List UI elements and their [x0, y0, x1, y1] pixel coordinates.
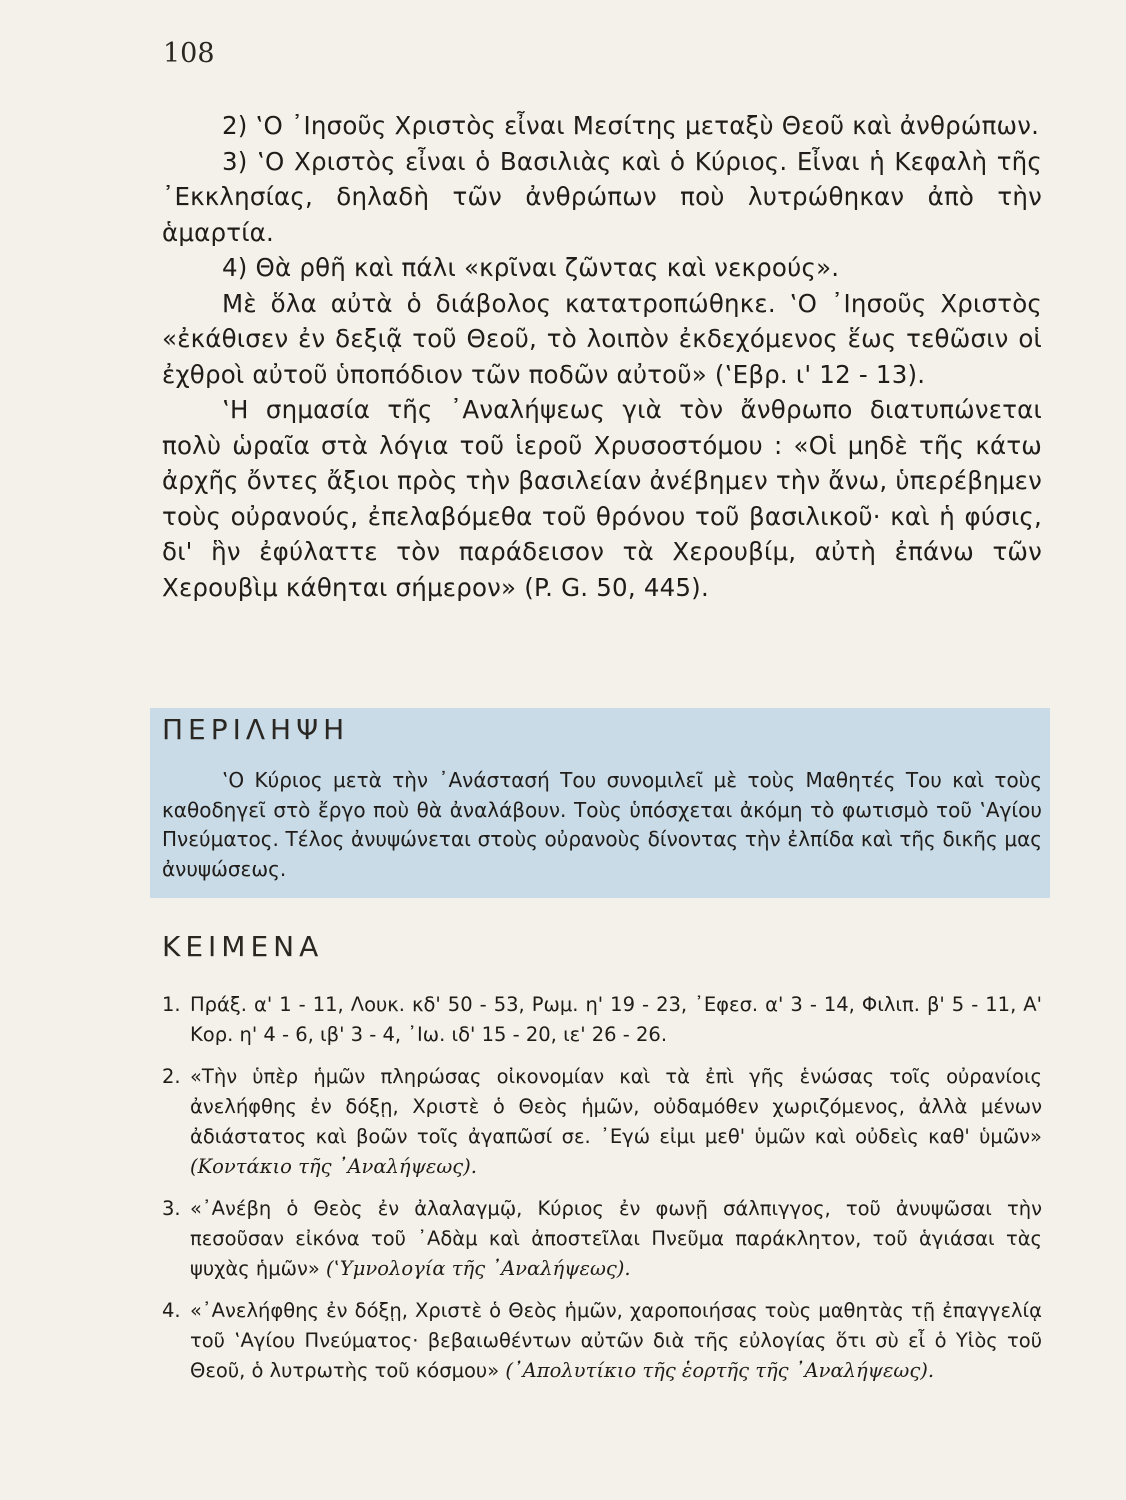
- main-text: [162, 108, 1042, 605]
- list-item: [162, 1296, 1042, 1386]
- list-item: [162, 1194, 1042, 1284]
- item-number: 3.: [162, 1197, 181, 1220]
- paragraph: 2) ‛Ο ᾿Ιησοῦς Χριστὸς εἶναι Μεσίτης μεταξὺ Θεοῦ καὶ ἀνθρώπων.: [222, 111, 1040, 140]
- item-text: «᾿Ανέβη ὁ Θεὸς ἐν ἀλαλαγμῷ, Κύριος ἐν φωνῇ σάλπιγγος, τοῦ ἀνυψῶσαι τὴν πεσοῦσαν εἰκόνα τοῦ ᾿Αδὰμ καὶ ἀποστεῖλαι Πνεῦμα παράκλητον, τοῦ ἁγιάσαι τὰς ψυχὰς ἡμῶν»: [190, 1197, 1042, 1280]
- list-item: [162, 1062, 1042, 1182]
- paragraph: 3) ‛Ο Χριστὸς εἶναι ὁ Βασιλιὰς καὶ ὁ Κύριος. Εἶναι ἡ Κεφαλὴ τῆς ᾿Εκκλησίας, δηλαδὴ τῶν ἀνθρώπων ποὺ λυτρώθηκαν ἀπὸ τὴν ἁμαρτία.: [162, 146, 1042, 247]
- item-source: (᾿Απολυτίκιο τῆς ἑορτῆς τῆς ᾿Αναλήψεως).: [505, 1359, 935, 1382]
- item-number: 1.: [162, 993, 181, 1016]
- summary-paragraph: ‛Ο Κύριος μετὰ τὴν ᾿Ανάστασή Του συνομιλεῖ μὲ τοὺς Μαθητές Του καὶ τοὺς καθοδηγεῖ στὸ ἔργο ποὺ θὰ ἀναλάβουν. Τοὺς ὑπόσχεται ἀκόμη τὸ φωτισμὸ τοῦ ‛Αγίου Πνεύματος. Τέλος ἀνυψώνεται στοὺς οὐρανοὺς δίνοντας τὴν ἐλπίδα καὶ τῆς δικῆς μας ἀνυψώσεως.: [162, 768, 1042, 881]
- item-text: Πράξ. α' 1 - 11, Λουκ. κδ' 50 - 53, Ρωμ. η' 19 - 23, ᾿Εφεσ. α' 3 - 14, Φιλιπ. β' 5 - 11, Α' Κορ. η' 4 - 6, ιβ' 3 - 4, ᾿Ιω. ιδ' 15 - 20, ιε' 26 - 26.: [190, 993, 1042, 1046]
- item-source: (‛Υμνολογία τῆς ᾿Αναλήψεως).: [326, 1257, 631, 1280]
- summary-heading: ΠΕΡΙΛΗΨΗ: [162, 713, 350, 746]
- item-text: «Τὴν ὑπὲρ ἡμῶν πληρώσας οἰκονομίαν καὶ τὰ ἐπὶ γῆς ἑνώσας τοῖς οὐρανίοις ἀνελήφθης ἐν δόξῃ, Χριστὲ ὁ Θεὸς ἡμῶν, οὐδαμόθεν χωριζόμενος, ἀλλὰ μένων ἀδιάστατος καὶ βοῶν τοῖς ἀγαπῶσί σε. ᾿Εγώ εἰμι μεθ' ὑμῶν καὶ οὐδεὶς καθ' ὑμῶν»: [190, 1065, 1042, 1148]
- item-source: (Κοντάκιο τῆς ᾿Αναλήψεως).: [190, 1155, 477, 1178]
- paragraph: Μὲ ὅλα αὐτὰ ὁ διάβολος κατατροπώθηκε. ‛Ο ᾿Ιησοῦς Χριστὸς «ἐκάθισεν ἐν δεξιᾷ τοῦ Θεοῦ, τὸ λοιπὸν ἐκδεχόμενος ἕως τεθῶσιν οἱ ἐχθροὶ αὐτοῦ ὑποπόδιον τῶν ποδῶν αὐτοῦ» (‛Εβρ. ι' 12 - 13).: [162, 288, 1042, 389]
- paragraph: ‛Η σημασία τῆς ᾿Αναλήψεως γιὰ τὸν ἄνθρωπο διατυπώνεται πολὺ ὡραῖα στὰ λόγια τοῦ ἱεροῦ Χρυσοστόμου : «Οἱ μηδὲ τῆς κάτω ἀρχῆς ὄντες ἄξιοι πρὸς τὴν βασιλείαν ἀνέβημεν τὴν ἄνω, ὑπερέβημεν τοὺς οὐρανούς, ἐπελαβόμεθα τοῦ θρόνου τοῦ βασιλικοῦ· καὶ ἡ φύσις, δι' ἣν ἐφύλαττε τὸν παράδεισον τὰ Χερουβίμ, αὐτὴ ἐπάνω τῶν Χερουβὶμ κάθηται σήμερον» (P. G. 50, 445).: [162, 395, 1042, 602]
- list-item: [162, 990, 1042, 1050]
- summary-body: [162, 766, 1042, 884]
- texts-heading: ΚΕΙΜΕΝΑ: [162, 930, 324, 963]
- paragraph: 4) Θὰ ρθῆ καὶ πάλι «κρῖναι ζῶντας καὶ νεκρούς».: [222, 253, 840, 282]
- item-number: 4.: [162, 1299, 181, 1322]
- page-number: 108: [163, 38, 215, 69]
- item-number: 2.: [162, 1065, 181, 1088]
- item-text: «᾿Ανελήφθης ἐν δόξῃ, Χριστὲ ὁ Θεὸς ἡμῶν, χαροποιήσας τοὺς μαθητὰς τῇ ἐπαγγελίᾳ τοῦ ‛Αγίου Πνεύματος· βεβαιωθέντων αὐτῶν διὰ τῆς εὐλογίας ὅτι σὺ εἶ ὁ Υἱὸς τοῦ Θεοῦ, ὁ λυτρωτὴς τοῦ κόσμου»: [190, 1299, 1042, 1382]
- texts-list: [162, 990, 1042, 1398]
